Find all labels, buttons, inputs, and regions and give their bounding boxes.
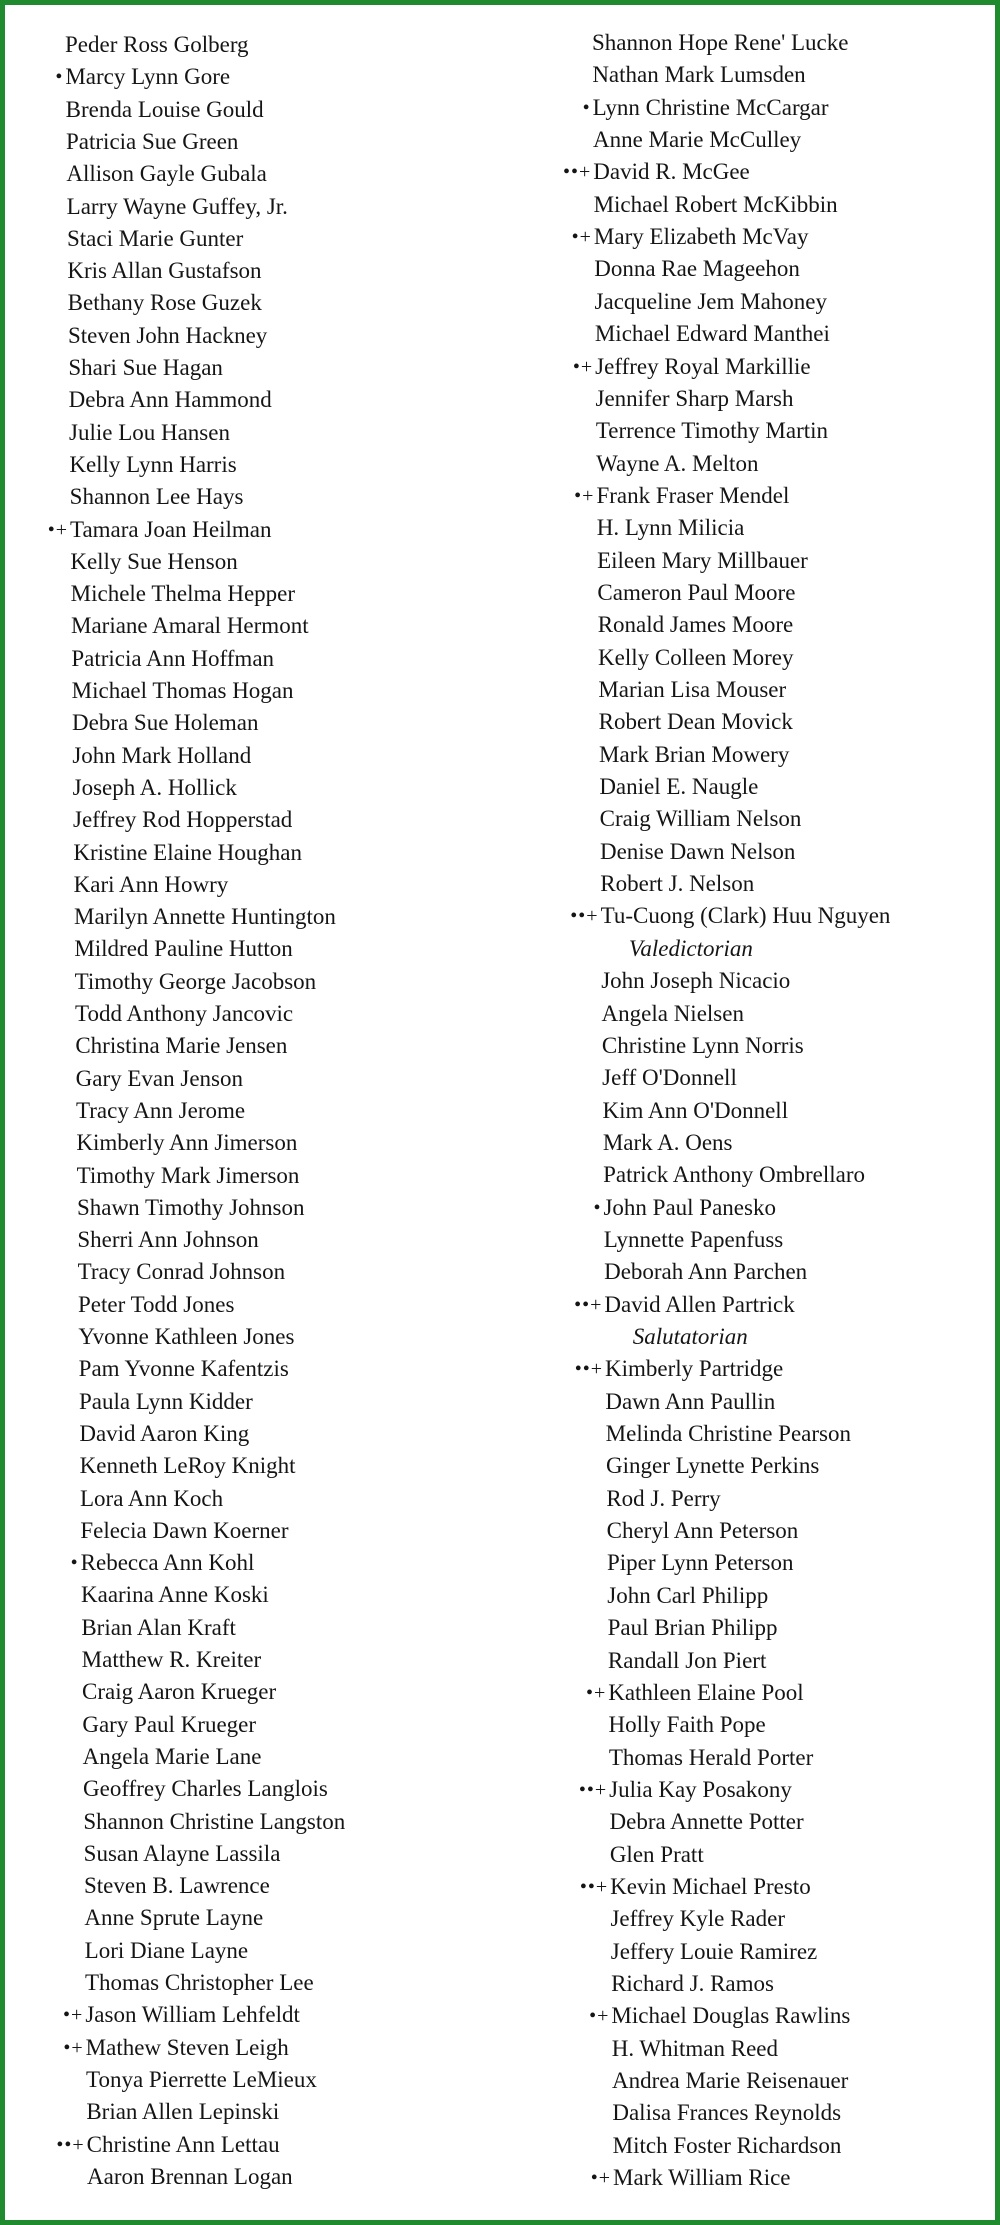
- graduate-name: Allison Gayle Gubala: [66, 161, 267, 187]
- graduate-name: Ginger Lynette Perkins: [606, 1453, 820, 1479]
- graduate-name: Tonya Pierrette LeMieux: [86, 2066, 317, 2092]
- name-row: [76, 1127, 297, 1159]
- name-row: [77, 1160, 300, 1192]
- graduate-name: Christina Marie Jensen: [75, 1033, 288, 1059]
- graduate-name: Felecia Dawn Koerner: [80, 1517, 289, 1543]
- name-row: [610, 1806, 804, 1838]
- graduate-name: Debra Sue Holeman: [72, 710, 259, 736]
- honor-mark: •+: [589, 2005, 610, 2028]
- graduate-name: Lynn Christine McCargar: [592, 94, 829, 120]
- name-row: [72, 675, 294, 707]
- graduate-name: Donna Rae Mageehon: [594, 256, 800, 282]
- graduate-name: Thomas Christopher Lee: [85, 1970, 314, 1995]
- graduate-name: Dawn Ann Paullin: [605, 1388, 776, 1414]
- graduate-name: Gary Paul Krueger: [82, 1711, 257, 1737]
- name-row: [70, 481, 244, 513]
- graduate-name: Shannon Hope Rene' Lucke: [592, 30, 849, 55]
- name-row: [70, 1547, 255, 1579]
- graduate-name: Shari Sue Hagan: [68, 355, 223, 380]
- name-row: [595, 318, 830, 350]
- name-row: [604, 1224, 784, 1256]
- graduate-name: Eileen Mary Millbauer: [597, 547, 808, 573]
- name-row: [579, 1871, 811, 1903]
- graduate-name: Julie Lou Hansen: [69, 419, 230, 445]
- graduate-name: Yvonne Kathleen Jones: [78, 1324, 295, 1349]
- name-row: [74, 933, 292, 965]
- graduate-name: Richard J. Ramos: [611, 1971, 774, 1996]
- graduate-name: Shawn Timothy Johnson: [77, 1194, 305, 1220]
- graduate-name: Julia Kay Posakony: [609, 1776, 792, 1802]
- honor-mark: •: [593, 1196, 602, 1219]
- graduate-name: Terrence Timothy Martin: [595, 418, 829, 444]
- graduate-name: Tracy Ann Jerome: [76, 1097, 246, 1123]
- graduate-name: Mitch Foster Richardson: [612, 2132, 842, 2158]
- graduate-name: Jennifer Sharp Marsh: [595, 385, 794, 411]
- graduate-name: Michele Thelma Hepper: [70, 581, 296, 607]
- honor-mark: ••+: [562, 161, 592, 184]
- graduate-name: Mark A. Oens: [602, 1129, 733, 1155]
- name-row: [611, 1968, 774, 2000]
- graduate-name: Cheryl Ann Peterson: [606, 1518, 799, 1544]
- name-row: [75, 998, 293, 1030]
- name-row: [75, 1030, 287, 1062]
- graduate-name: Bethany Rose Guzek: [67, 290, 262, 316]
- graduate-name: Rebecca Ann Kohl: [80, 1550, 255, 1576]
- graduate-name: Michael Douglas Rawlins: [611, 2003, 851, 2029]
- name-row: [602, 1062, 737, 1094]
- graduate-name: Shannon Christine Langston: [83, 1808, 346, 1834]
- graduate-name: Dalisa Frances Reynolds: [612, 2100, 842, 2126]
- name-row: [602, 998, 744, 1030]
- graduate-name: Kristine Elaine Houghan: [73, 839, 302, 865]
- name-row: [86, 2064, 317, 2096]
- graduate-name: Jeffrey Royal Markillie: [595, 353, 811, 379]
- graduate-name: Steven John Hackney: [68, 322, 268, 348]
- graduate-name: Angela Nielsen: [601, 1000, 744, 1026]
- graduate-name: Denise Dawn Nelson: [599, 838, 796, 864]
- name-row: [84, 1870, 270, 1902]
- name-row: [596, 415, 828, 447]
- name-row: [570, 900, 891, 932]
- graduate-name: Michael Thomas Hogan: [71, 678, 294, 703]
- name-row: [594, 189, 838, 221]
- name-row: [604, 1256, 807, 1288]
- graduate-name: John Carl Philipp: [607, 1582, 769, 1608]
- graduate-name: Kimberly Ann Jimerson: [76, 1130, 298, 1156]
- graduate-name: Matthew R. Kreiter: [81, 1647, 262, 1672]
- name-row: [599, 771, 758, 803]
- graduate-name: Marcy Lynn Gore: [65, 64, 231, 90]
- graduate-name: Steven B. Lawrence: [84, 1873, 270, 1899]
- graduate-name: Peder Ross Golberg: [65, 32, 249, 57]
- name-row: [605, 1386, 775, 1418]
- name-row: [71, 643, 274, 675]
- graduate-name: Gary Evan Jenson: [75, 1065, 244, 1091]
- graduate-name: David R. McGee: [593, 159, 750, 185]
- graduate-name: Kelly Sue Henson: [70, 548, 238, 574]
- graduate-name: Daniel E. Naugle: [599, 774, 759, 800]
- name-row: [87, 2161, 293, 2193]
- honor-mark: •+: [63, 2036, 84, 2059]
- graduate-name: Christine Ann Lettau: [86, 2131, 280, 2157]
- graduate-name: Cameron Paul Moore: [597, 579, 796, 605]
- graduate-name: Kaarina Anne Koski: [81, 1582, 269, 1608]
- name-row: [83, 1773, 328, 1805]
- name-row: [590, 2162, 791, 2194]
- name-row: [85, 1935, 248, 1967]
- name-row: [574, 1353, 784, 1385]
- graduate-name: Marilyn Annette Huntington: [74, 904, 336, 930]
- name-row: [611, 1936, 817, 1968]
- name-row: [571, 221, 809, 253]
- graduate-name: Holly Faith Pope: [608, 1712, 766, 1738]
- name-row: [610, 1903, 785, 1935]
- name-row: [78, 1256, 285, 1288]
- honor-mark: ••+: [574, 1293, 603, 1316]
- name-row: [79, 1386, 253, 1418]
- name-row: [572, 351, 811, 383]
- name-row: [67, 223, 243, 255]
- graduate-name: Jacqueline Jem Mahoney: [594, 288, 828, 314]
- graduate-name: Shannon Lee Hays: [69, 484, 244, 510]
- graduate-name: Pam Yvonne Kafentzis: [78, 1356, 289, 1382]
- name-row: [55, 61, 231, 93]
- name-row: [82, 1644, 261, 1676]
- graduate-name: Kevin Michael Presto: [610, 1873, 811, 1899]
- name-row: [69, 384, 272, 416]
- graduate-name: Kelly Lynn Harris: [69, 451, 237, 477]
- graduate-name: Geoffrey Charles Langlois: [83, 1776, 328, 1802]
- name-row: [56, 2129, 280, 2161]
- name-row: [601, 933, 753, 965]
- graduate-name: Frank Fraser Mendel: [596, 482, 790, 508]
- name-row: [594, 253, 800, 285]
- graduate-name: Brenda Louise Gould: [65, 96, 264, 122]
- graduate-name: Deborah Ann Parchen: [604, 1259, 808, 1285]
- name-row: [83, 1741, 262, 1773]
- name-row: [585, 1677, 804, 1709]
- graduate-name: Nathan Mark Lumsden: [592, 62, 806, 88]
- graduate-name: Marian Lisa Mouser: [598, 677, 787, 702]
- name-row: [603, 1127, 733, 1159]
- name-row: [610, 1839, 704, 1871]
- name-row: [66, 94, 264, 126]
- name-row: [83, 1806, 345, 1838]
- graduate-name: Kim Ann O'Donnell: [602, 1097, 789, 1123]
- name-row: [81, 1612, 236, 1644]
- graduate-name: Mark Brian Mowery: [599, 741, 790, 767]
- graduate-name: Jeffery Louie Ramirez: [610, 1938, 818, 1964]
- honor-mark: ••+: [579, 1875, 609, 1898]
- name-row: [74, 869, 229, 901]
- name-row: [598, 642, 793, 674]
- graduate-name: Mark William Rice: [613, 2165, 791, 2191]
- graduate-name: Michael Edward Manthei: [594, 321, 830, 347]
- name-row: [574, 480, 790, 512]
- graduate-name: Paula Lynn Kidder: [79, 1388, 253, 1414]
- graduate-name: Rod J. Perry: [606, 1485, 721, 1511]
- name-row: [67, 191, 288, 223]
- graduate-name: H. Whitman Reed: [611, 2035, 779, 2061]
- name-row: [607, 1580, 768, 1612]
- name-row: [593, 124, 801, 156]
- graduate-name: Susan Alayne Lassila: [83, 1840, 281, 1866]
- name-row: [84, 1838, 281, 1870]
- name-row: [597, 512, 745, 544]
- graduate-name: Timothy George Jacobson: [74, 968, 317, 994]
- name-row: [598, 674, 786, 706]
- honor-mark: ••+: [578, 1778, 608, 1801]
- name-row: [597, 577, 795, 609]
- graduate-name: Peter Todd Jones: [78, 1291, 235, 1317]
- name-row: [80, 1450, 296, 1482]
- name-row: [600, 868, 754, 900]
- name-row: [86, 2096, 279, 2128]
- name-row: [81, 1579, 269, 1611]
- name-row: [603, 1095, 789, 1127]
- graduate-name: Angela Marie Lane: [82, 1743, 262, 1769]
- name-row: [66, 126, 238, 158]
- name-row: [596, 383, 794, 415]
- name-row: [70, 546, 237, 578]
- honor-mark: •: [55, 66, 64, 89]
- name-row: [607, 1547, 794, 1579]
- name-row: [606, 1418, 851, 1450]
- graduate-name: Patrick Anthony Ombrellaro: [603, 1162, 866, 1188]
- graduate-name: Brian Alan Kraft: [81, 1614, 236, 1640]
- name-row: [73, 804, 292, 836]
- name-row: [68, 352, 223, 384]
- graduate-name: John Paul Panesko: [603, 1194, 776, 1220]
- name-row: [592, 59, 805, 91]
- graduate-name: Paul Brian Philipp: [607, 1615, 778, 1641]
- name-row: [612, 2065, 848, 2097]
- honor-mark: ••+: [56, 2133, 85, 2156]
- name-row: [595, 286, 827, 318]
- name-row: [72, 707, 259, 739]
- name-row: [84, 1902, 263, 1934]
- name-row: [80, 1515, 288, 1547]
- honor-mark: •+: [572, 355, 594, 378]
- name-row: [85, 1967, 314, 1999]
- name-row: [77, 1192, 305, 1224]
- graduate-name: Anne Sprute Layne: [84, 1905, 264, 1931]
- name-row: [582, 92, 829, 124]
- graduate-name: Piper Lynn Peterson: [606, 1550, 794, 1576]
- name-row: [603, 1159, 865, 1191]
- graduate-name: Jason William Lehfeldt: [85, 2002, 300, 2028]
- graduate-name: Todd Anthony Jancovic: [75, 1001, 294, 1026]
- name-row: [72, 740, 251, 772]
- graduate-name: Sherri Ann Johnson: [77, 1227, 259, 1253]
- name-row: [612, 2033, 778, 2065]
- graduate-name: Tu-Cuong (Clark) Huu Nguyen: [600, 903, 891, 929]
- graduate-name: Craig William Nelson: [599, 806, 802, 832]
- graduate-name: Lora Ann Koch: [80, 1485, 224, 1511]
- honor-title: Salutatorian: [632, 1324, 748, 1349]
- name-row: [80, 1483, 223, 1515]
- name-row: [47, 514, 272, 546]
- name-row: [76, 1095, 245, 1127]
- graduate-name: Thomas Herald Porter: [608, 1744, 814, 1770]
- graduate-name: Melinda Christine Pearson: [605, 1421, 851, 1447]
- graduate-name: Aaron Brennan Logan: [87, 2163, 293, 2189]
- name-row: [73, 837, 302, 869]
- name-row: [593, 1192, 776, 1224]
- graduate-name: Glen Pratt: [609, 1841, 704, 1867]
- name-row: [68, 287, 262, 319]
- name-row: [66, 158, 267, 190]
- graduate-name: Brian Allen Lepinski: [86, 2099, 280, 2125]
- name-row: [78, 1321, 294, 1353]
- honor-mark: •+: [574, 484, 595, 507]
- name-row: [607, 1515, 799, 1547]
- graduate-name: Patricia Ann Hoffman: [71, 645, 275, 671]
- name-row: [65, 29, 249, 61]
- graduate-name: Staci Marie Gunter: [67, 225, 244, 251]
- graduate-name: John Mark Holland: [72, 742, 252, 768]
- graduate-name: Jeffrey Kyle Rader: [610, 1906, 786, 1932]
- graduate-name: John Joseph Nicacio: [601, 968, 791, 994]
- name-row: [63, 2032, 289, 2064]
- name-row: [613, 2130, 842, 2162]
- graduate-name: Kari Ann Howry: [73, 871, 229, 897]
- name-row: [562, 156, 750, 188]
- graduate-name: Michael Robert McKibbin: [593, 191, 838, 217]
- name-row: [82, 1709, 256, 1741]
- name-row: [592, 27, 848, 59]
- graduate-name: Mary Elizabeth McVay: [593, 224, 809, 250]
- name-row: [596, 448, 758, 480]
- name-row: [67, 255, 261, 287]
- graduate-name: Anne Marie McCulley: [592, 127, 802, 153]
- name-row: [68, 320, 267, 352]
- name-row: [609, 1709, 766, 1741]
- name-row: [574, 1289, 795, 1321]
- name-row: [73, 772, 237, 804]
- name-row: [77, 1224, 258, 1256]
- name-row: [69, 417, 230, 449]
- graduate-name: Timothy Mark Jimerson: [76, 1162, 300, 1188]
- name-row: [71, 578, 295, 610]
- graduate-name: H. Lynn Milicia: [596, 515, 745, 541]
- name-row: [598, 609, 793, 641]
- graduate-name: Kimberly Partridge: [605, 1356, 784, 1382]
- honor-mark: •: [582, 96, 591, 119]
- graduate-name: Robert J. Nelson: [600, 871, 755, 897]
- graduate-name: Kris Allan Gustafson: [67, 258, 262, 284]
- graduate-name: Tamara Joan Heilman: [70, 516, 272, 542]
- name-row: [79, 1353, 289, 1385]
- name-row: [605, 1321, 748, 1353]
- name-row: [76, 1063, 243, 1095]
- graduate-name: Debra Ann Hammond: [68, 387, 272, 413]
- graduate-name: Mildred Pauline Hutton: [74, 936, 293, 962]
- honor-mark: •+: [571, 226, 592, 249]
- graduate-name: Debra Annette Potter: [609, 1809, 804, 1835]
- name-row: [597, 545, 808, 577]
- graduate-name: Wayne A. Melton: [596, 450, 759, 476]
- graduate-name: Kenneth LeRoy Knight: [79, 1453, 296, 1479]
- graduate-name: Mathew Steven Leigh: [85, 2034, 289, 2060]
- graduate-name: Andrea Marie Reisenauer: [612, 2068, 849, 2094]
- name-row: [606, 1483, 720, 1515]
- name-row: [71, 610, 309, 642]
- honor-mark: ••+: [570, 905, 599, 928]
- honor-mark: •: [70, 1552, 79, 1575]
- graduate-name: Mariane Amaral Hermont: [71, 613, 309, 639]
- name-row: [69, 449, 236, 481]
- name-row: [599, 739, 789, 771]
- name-row: [606, 1450, 819, 1482]
- honor-title: Valedictorian: [628, 935, 753, 961]
- name-row: [612, 2097, 841, 2129]
- name-row: [602, 1030, 804, 1062]
- name-row: [75, 966, 317, 998]
- name-row: [599, 706, 793, 738]
- honor-mark: •+: [47, 518, 68, 541]
- graduate-name: Jeff O'Donnell: [602, 1065, 737, 1091]
- name-row: [600, 803, 802, 835]
- graduate-name: Lori Diane Layne: [84, 1937, 249, 1963]
- graduate-name: Craig Aaron Krueger: [82, 1679, 277, 1705]
- honor-mark: •+: [590, 2167, 611, 2190]
- honor-mark: •+: [63, 2004, 84, 2027]
- graduate-name: Robert Dean Movick: [598, 709, 793, 735]
- name-row: [601, 965, 790, 997]
- graduate-name: Lynnette Papenfuss: [603, 1226, 784, 1252]
- name-row: [608, 1612, 778, 1644]
- graduate-name: Joseph A. Hollick: [72, 774, 237, 800]
- name-row: [82, 1676, 276, 1708]
- name-row: [74, 901, 336, 933]
- graduate-name: Christine Lynn Norris: [601, 1032, 804, 1058]
- honor-mark: ••+: [574, 1358, 604, 1381]
- graduate-name: Patricia Sue Green: [66, 128, 239, 154]
- name-row: [600, 836, 795, 868]
- graduate-name: Kathleen Elaine Pool: [608, 1679, 804, 1705]
- name-row: [79, 1418, 249, 1450]
- name-row: [609, 1742, 813, 1774]
- name-row: [78, 1289, 234, 1321]
- graduate-name: David Allen Partrick: [604, 1291, 795, 1317]
- name-row: [589, 2000, 851, 2032]
- name-row: [63, 1999, 300, 2031]
- name-row: [608, 1645, 766, 1677]
- graduate-name: David Aaron King: [79, 1420, 250, 1446]
- graduate-name: Kelly Colleen Morey: [598, 644, 794, 670]
- graduate-name: Randall Jon Piert: [607, 1647, 767, 1673]
- graduate-name: Tracy Conrad Johnson: [77, 1259, 286, 1285]
- graduate-name: Jeffrey Rod Hopperstad: [73, 807, 293, 833]
- name-row: [578, 1774, 792, 1806]
- honor-mark: •+: [585, 1681, 607, 1704]
- graduate-name: Ronald James Moore: [597, 612, 794, 638]
- graduate-name: Larry Wayne Guffey, Jr.: [66, 193, 288, 219]
